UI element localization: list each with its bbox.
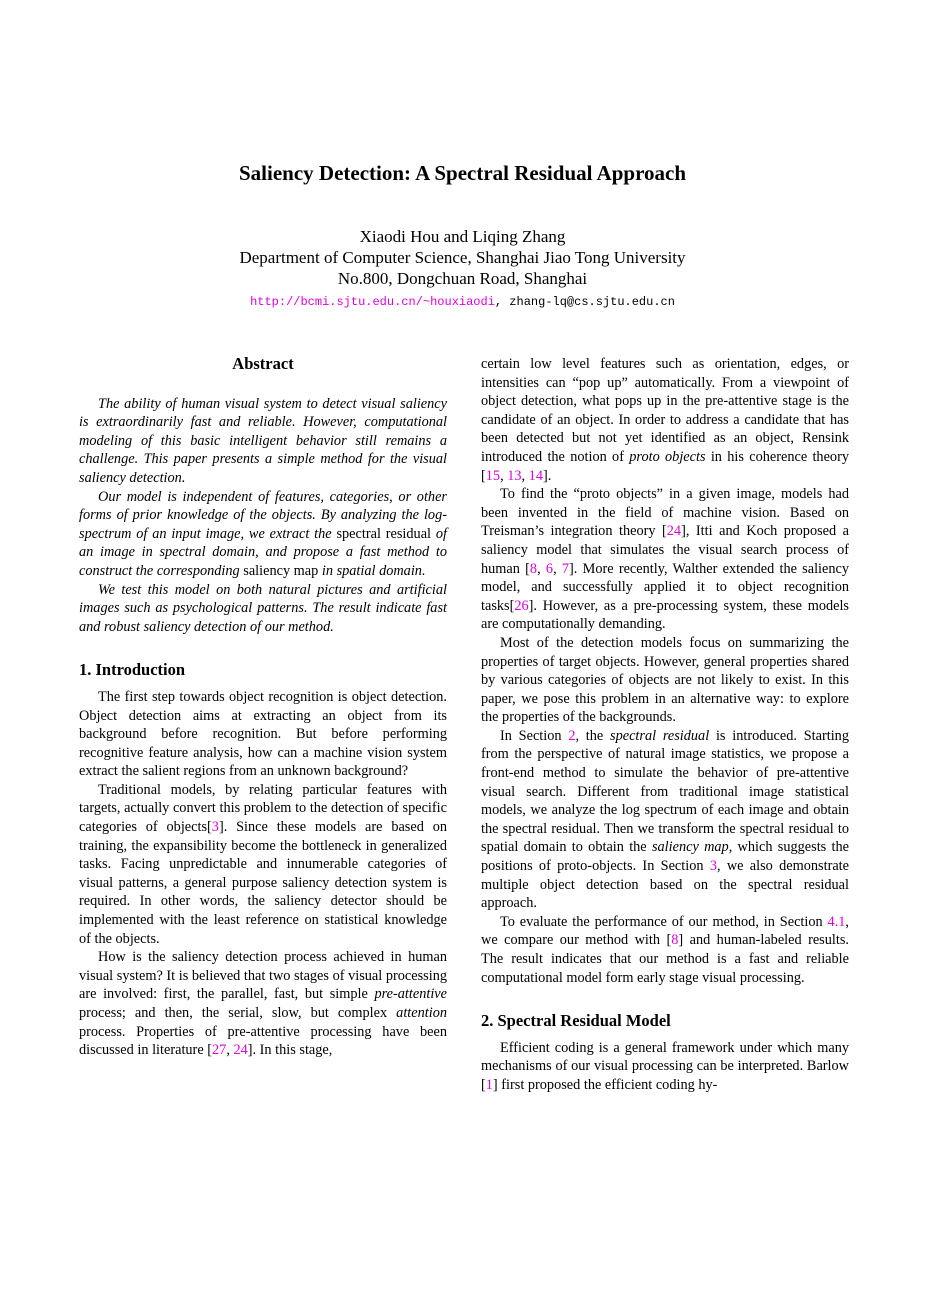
body-paragraph: Efficient coding is a general framework under which many mechanisms of our visual processing can be interpreted. Barlow [1] first proposed the efficient coding hy- bbox=[481, 1039, 849, 1093]
citation-link[interactable]: 1 bbox=[485, 1076, 493, 1093]
body-paragraph: The first step towards object recognition is object detection. Object detection aims at extracting an object from its background before recognition. But before performing recognitive feature analysis, how can a machine vision system extract the salient regions from an unknown background? bbox=[79, 688, 447, 780]
citation-link[interactable]: 24 bbox=[233, 1042, 248, 1059]
citation-link[interactable]: 24 bbox=[666, 523, 682, 540]
citation-link[interactable]: 3 bbox=[211, 819, 219, 836]
section-link[interactable]: 3 bbox=[709, 858, 717, 875]
address: No.800, Dongchuan Road, Shanghai bbox=[337, 269, 588, 288]
left-column bbox=[79, 355, 447, 1060]
affiliation: Department of Computer Science, Shanghai Jiao Tong University bbox=[239, 248, 686, 267]
abstract-heading: Abstract bbox=[232, 354, 294, 373]
section-heading-introduction: 1. Introduction bbox=[79, 660, 186, 680]
section-link[interactable]: 2 bbox=[568, 727, 576, 744]
email: , zhang-lq@cs.sjtu.edu.cn bbox=[494, 295, 675, 309]
citation-link[interactable]: 8 bbox=[671, 932, 679, 949]
section-link[interactable]: 4.1 bbox=[827, 913, 846, 930]
right-column bbox=[481, 355, 849, 1095]
body-paragraph: Traditional models, by relating particular features with targets, actually convert this problem to the detection of specific categories of objects[3]. Since these models are based on training, the expansibility become the bottleneck in generalized tasks. Facing unpredictable and innumerable categories of visual patterns, a general purpose saliency detection system is required. In other words, the saliency detector should be implemented with the least reference on statistical knowledge of the objects. bbox=[79, 781, 447, 947]
body-paragraph: To find the “proto objects” in a given image, models had been invented in the field of machine vision. Based on Treisman’s integration theory [24], Itti and Koch proposed a saliency model that simulates the visual search process of human [8, 6, 7]. More recently, Walther extended the saliency model, and successfully applied it to object recognition tasks[26]. However, as a pre-processing system, these models are computationally demanding. bbox=[481, 486, 850, 633]
body-paragraph: certain low level features such as orientation, edges, or intensities can “pop up” automatically. From a viewpoint of object detection, what pops up in the pre-attentive stage is the candidate of an object. In order to address a candidate that has been detected but not yet identified as an object, Rensink introduced the notion of proto objects in his coherence theory [15, 13, 14]. bbox=[481, 356, 849, 484]
contact-line bbox=[0, 295, 925, 309]
citation-link[interactable]: 6 bbox=[545, 560, 554, 577]
author-block bbox=[0, 226, 925, 289]
body-paragraph: In Section 2, the spectral residual is introduced. Starting from the perspective of natural image statistics, we propose a front-end method to simulate the behavior of pre-attentive visual search. Different from traditional image statistical models, we analyze the log spectrum of each image and obtain the spectral residual. Then we transform the spectral residual to spatial domain to obtain the saliency map, which suggests the positions of proto-objects. In Section 3, we also demonstrate multiple object detection based on the spectral residual approach. bbox=[481, 727, 849, 912]
body-paragraph: Most of the detection models focus on summarizing the properties of target objects. However, general properties shared by various categories of objects are not likely to exist. In this paper, we pose this problem in an alternative way: to explore the properties of the backgrounds. bbox=[481, 634, 849, 726]
abstract-paragraph: We test this model on both natural pictures and artificial images such as psychological patterns. The result indicate fast and robust saliency detection of our method. bbox=[79, 581, 447, 635]
body-paragraph: To evaluate the performance of our method, in Section 4.1, we compare our method with [8] and human-labeled results. The result indicates that our method is a fast and reliable computational model form early stage visual processing. bbox=[481, 913, 849, 986]
citation-link[interactable]: 7 bbox=[561, 560, 570, 577]
citation-link[interactable]: 8 bbox=[529, 560, 538, 577]
abstract-body bbox=[79, 395, 447, 637]
paper-title: Saliency Detection: A Spectral Residual Approach bbox=[238, 161, 687, 185]
authors: Xiaodi Hou and Liqing Zhang bbox=[359, 227, 566, 246]
citation-link[interactable]: 26 bbox=[514, 597, 529, 614]
citation-link[interactable]: 13 bbox=[507, 467, 522, 484]
section-heading-spectral-residual-model: 2. Spectral Residual Model bbox=[481, 1011, 671, 1031]
abstract-paragraph: Our model is independent of features, categories, or other forms of prior knowledge of the objects. By analyzing the log-spectrum of an input image, we extract the spectral residual of an image in spectral domain, and propose a fast method to construct the corresponding saliency map in spatial domain. bbox=[79, 488, 447, 579]
homepage-link[interactable]: http://bcmi.sjtu.edu.cn/~houxiaodi bbox=[250, 295, 495, 309]
abstract-paragraph: The ability of human visual system to detect visual saliency is extraordinarily fast and reliable. However, computational modeling of this basic intelligent behavior still remains a challenge. This paper presents a simple method for the visual saliency detection. bbox=[79, 395, 447, 486]
body-paragraph: How is the saliency detection process achieved in human visual system? It is believed that two stages of visual processing are involved: first, the parallel, fast, but simple pre-attentive process; and then, the serial, slow, but complex attention process. Properties of pre-attentive processing have been discussed in literature [27, 24]. In this stage, bbox=[79, 949, 447, 1059]
citation-link[interactable]: 27 bbox=[212, 1042, 227, 1059]
citation-link[interactable]: 14 bbox=[528, 467, 543, 484]
citation-link[interactable]: 15 bbox=[485, 467, 501, 484]
